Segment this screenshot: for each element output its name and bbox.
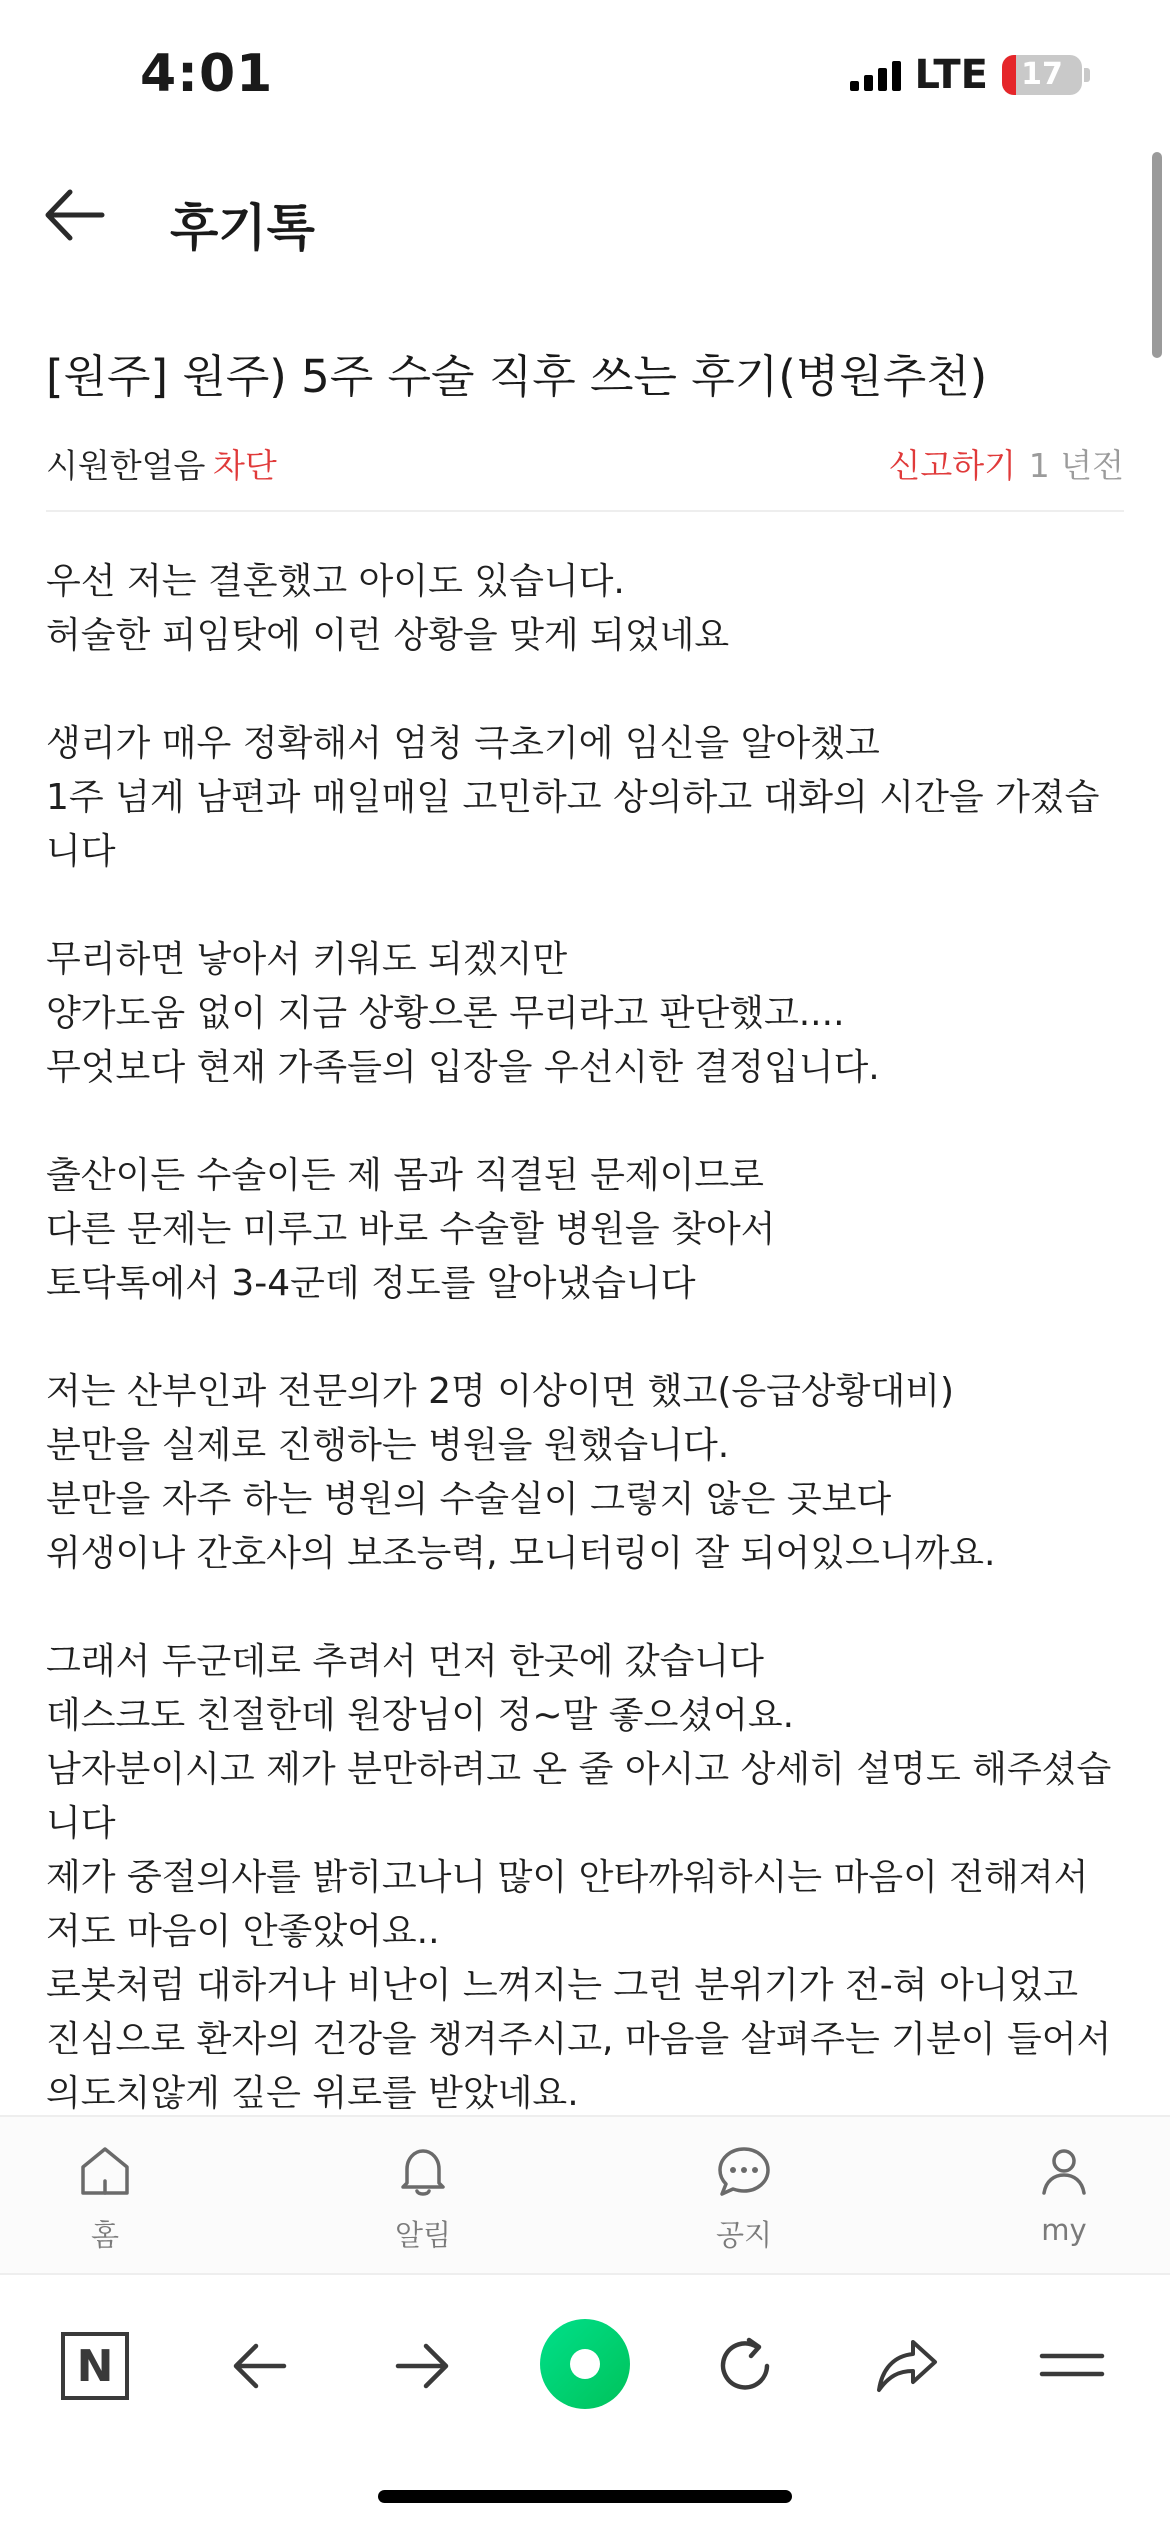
post-body-line: 토닥톡에서 3-4군데 정도를 알아냈습니다 bbox=[46, 1263, 696, 1304]
bell-icon bbox=[393, 2141, 453, 2201]
share-icon bbox=[873, 2332, 941, 2400]
post-body-line: 니다 bbox=[46, 831, 116, 872]
home-indicator bbox=[378, 2490, 792, 2503]
post-body-line: 무리하면 낳아서 키워도 되겠지만 bbox=[46, 939, 568, 980]
post-body-line: 양가도움 없이 지금 상황으론 무리라고 판단했고.... bbox=[46, 993, 845, 1034]
chat-bubble-icon bbox=[714, 2141, 774, 2201]
author-name[interactable]: 시원한얼음 bbox=[46, 446, 206, 485]
post-body-line: 그래서 두군데로 추려서 먼저 한곳에 갔습니다 bbox=[46, 1641, 764, 1682]
battery-icon bbox=[1002, 55, 1082, 95]
post-body-line: 생리가 매우 정확해서 엄청 극초기에 임신을 알아챘고 bbox=[46, 723, 880, 764]
post-body-line: 저도 마음이 안좋았어요.. bbox=[46, 1911, 440, 1952]
tab-my[interactable] bbox=[984, 2141, 1144, 2247]
status-time: 4:01 bbox=[140, 44, 274, 104]
arrow-left-icon bbox=[40, 180, 110, 250]
cellular-signal-icon bbox=[850, 59, 901, 91]
report-button[interactable]: 신고하기 bbox=[888, 446, 1016, 485]
refresh-icon bbox=[711, 2332, 779, 2400]
post-body-line: 데스크도 친절한데 원장님이 정~말 좋으셨어요. bbox=[46, 1695, 795, 1736]
paragraph-spacer bbox=[46, 1095, 1136, 1149]
post-body-line: 남자분이시고 제가 분만하려고 온 줄 아시고 상세히 설명도 해주셨습 bbox=[46, 1749, 1112, 1790]
post-body-line: 출산이든 수술이든 제 몸과 직결된 문제이므로 bbox=[46, 1155, 764, 1196]
refresh-button[interactable] bbox=[700, 2321, 790, 2411]
arrow-left-icon bbox=[228, 2334, 292, 2398]
status-bar bbox=[0, 0, 1170, 150]
post-title: [원주] 원주) 5주 수술 직후 쓰는 후기(병원추천) bbox=[46, 350, 988, 403]
paragraph-spacer bbox=[46, 1581, 1136, 1635]
tab-notice[interactable] bbox=[664, 2141, 824, 2254]
network-type: LTE bbox=[914, 52, 988, 98]
post-body-line: 니다 bbox=[46, 1803, 116, 1844]
naver-logo-icon bbox=[61, 2332, 129, 2400]
hamburger-menu-icon bbox=[1038, 2332, 1106, 2400]
green-dot-icon bbox=[538, 2317, 632, 2411]
home-icon bbox=[75, 2141, 135, 2201]
post-body-line: 진심으로 환자의 건강을 챙겨주시고, 마음을 살펴주는 기분이 들어서 bbox=[46, 2019, 1112, 2060]
post-body-line: 우선 저는 결혼했고 아이도 있습니다. bbox=[46, 561, 625, 602]
naver-logo-letter: N bbox=[76, 2340, 114, 2392]
paragraph-spacer bbox=[46, 1311, 1136, 1365]
tab-my-label: my bbox=[1041, 2213, 1087, 2247]
tab-home[interactable] bbox=[25, 2141, 185, 2254]
post-body-line: 제가 중절의사를 밝히고나니 많이 안타까워하시는 마음이 전해져서 bbox=[46, 1857, 1089, 1898]
block-button[interactable]: 차단 bbox=[213, 446, 277, 485]
back-nav-button[interactable] bbox=[215, 2321, 305, 2411]
menu-button[interactable] bbox=[1027, 2321, 1117, 2411]
divider bbox=[46, 510, 1124, 512]
post-body-line: 1주 넘게 남편과 매일매일 고민하고 상의하고 대화의 시간을 가졌습 bbox=[46, 777, 1100, 818]
post-body-line: 다른 문제는 미루고 바로 수술할 병원을 찾아서 bbox=[46, 1209, 776, 1250]
post-time: 1 년전 bbox=[1028, 446, 1124, 485]
page-header bbox=[0, 150, 1170, 280]
post-body-line: 위생이나 간호사의 보조능력, 모니터링이 잘 되어있으니까요. bbox=[46, 1533, 996, 1574]
post-body-line: 로봇처럼 대하거나 비난이 느껴지는 그런 분위기가 전-혀 아니었고 bbox=[46, 1965, 1079, 2006]
page-title: 후기톡 bbox=[170, 199, 315, 257]
tab-notifications-label: 알림 bbox=[394, 2218, 452, 2252]
green-dot-button[interactable] bbox=[538, 2317, 632, 2411]
tab-notice-label: 공지 bbox=[715, 2218, 773, 2252]
forward-nav-button[interactable] bbox=[377, 2321, 467, 2411]
post-body-line: 허술한 피임탓에 이런 상황을 맞게 되었네요 bbox=[46, 615, 730, 656]
status-indicators bbox=[850, 52, 1090, 98]
tab-home-label: 홈 bbox=[90, 2218, 119, 2252]
tab-notifications[interactable] bbox=[343, 2141, 503, 2254]
post-body-line: 분만을 실제로 진행하는 병원을 원했습니다. bbox=[46, 1425, 730, 1466]
post-body-line: 의도치않게 깊은 위로를 받았네요. bbox=[46, 2073, 579, 2114]
back-button[interactable] bbox=[40, 180, 110, 250]
post-body bbox=[46, 555, 1136, 2115]
battery-level: 17 bbox=[1021, 57, 1063, 92]
scrollbar[interactable] bbox=[1152, 152, 1162, 358]
paragraph-spacer bbox=[46, 879, 1136, 933]
bottom-tab-bar bbox=[0, 2115, 1170, 2275]
person-icon bbox=[1034, 2141, 1094, 2201]
naver-home-button[interactable] bbox=[50, 2321, 140, 2411]
post-body-line: 분만을 자주 하는 병원의 수술실이 그렇지 않은 곳보다 bbox=[46, 1479, 892, 1520]
post-body-line: 무엇보다 현재 가족들의 입장을 우선시한 결정입니다. bbox=[46, 1047, 880, 1088]
post-body-line: 저는 산부인과 전문의가 2명 이상이면 했고(응급상황대비) bbox=[46, 1371, 955, 1412]
post-meta bbox=[46, 440, 1124, 490]
arrow-right-icon bbox=[390, 2334, 454, 2398]
paragraph-spacer bbox=[46, 663, 1136, 717]
share-button[interactable] bbox=[862, 2321, 952, 2411]
